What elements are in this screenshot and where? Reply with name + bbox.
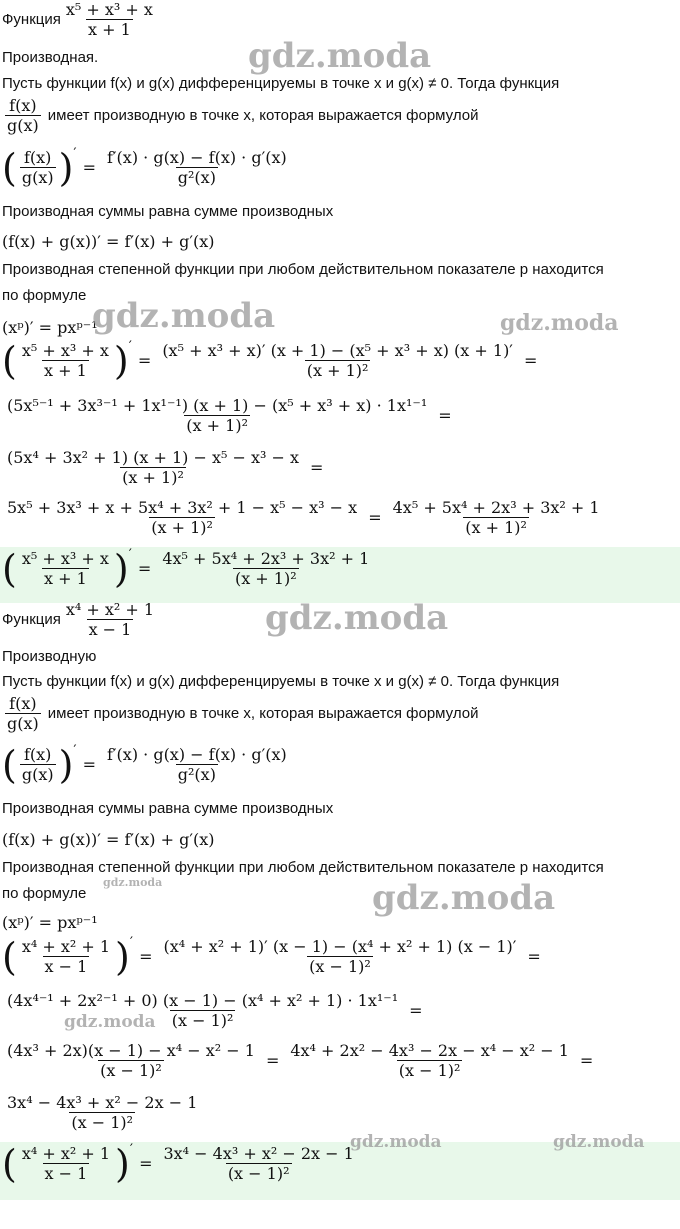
function-title-2 [2, 600, 159, 639]
section-heading-1: Производная. [2, 49, 99, 66]
watermark: gdz.moda [265, 598, 449, 638]
derivation-step4-2: $\frac{\text{3x⁴ − 4x³ + x² − 2x − 1}}{\text{(x − 1)²}}$ [7, 1093, 198, 1132]
theory-text: имеет производную в точке x, которая выражается формулой [47, 705, 479, 722]
theory-quotient-line-1 [2, 96, 478, 135]
watermark: gdz.moda [64, 1012, 156, 1032]
final-answer-1: ( $\frac{\text{x⁵ + x³ + x}}{x + 1}$ ) ′ = $\frac{\text{4x⁵ + 5x⁴ + 2x³ + 3x² + 1}}{\text{(x + 1)²}}$ [2, 546, 370, 591]
derivation-step2-1: $\frac{\text{(5x⁵⁻¹ + 3x³⁻¹ + 1x¹⁻¹) (x + 1) − (x⁵ + x³ + x) · 1x¹⁻¹}}{\text{(x + 1)²}}$ = [7, 396, 452, 435]
fg-fraction: $\frac{f(x)}{g(x)}$ [7, 694, 39, 733]
section-heading-2: Производную [2, 648, 97, 665]
sum-rule-text-2: Производная суммы равна сумме производных [2, 800, 334, 817]
watermark: gdz.moda [350, 1132, 442, 1152]
function-fraction: $\frac{\text{x⁴ + x² + 1}}{x - 1}$ [65, 600, 155, 639]
derivation-step3-2: $\frac{\text{(4x³ + 2x)(x − 1) − x⁴ − x² − 1}}{\text{(x − 1)²}}$ = $\frac{\text{4x⁴ + 2x² − 4x³ − 2x − x⁴ − x² − 1}}{\text{(x − 1)²}}$ = [7, 1041, 594, 1080]
sum-rule-text-1: Производная суммы равна сумме производных [2, 203, 334, 220]
theory-quotient-line-2 [2, 694, 478, 733]
function-fraction: $\frac{\text{x⁵ + x³ + x}}{x + 1}$ [65, 0, 153, 39]
power-rule-formula-2: (xᵖ)′ = pxᵖ⁻¹ [2, 913, 98, 932]
power-rule-text-1a: Производная степенной функции при любом действительном показателе p находится [2, 261, 604, 278]
power-rule-text-2b: по формуле [2, 885, 87, 902]
theory-text: имеет производную в точке x, которая выражается формулой [47, 107, 479, 124]
derivation-step4-1: $\frac{\text{5x⁵ + 3x³ + x + 5x⁴ + 3x² + 1 − x⁵ − x³ − x}}{\text{(x + 1)²}}$ = $\frac{\text{4x⁵ + 5x⁴ + 2x³ + 3x² + 1}}{\text{(x + 1)²}}$ [7, 498, 600, 537]
watermark: gdz.moda [372, 878, 556, 918]
derivation-step3-1: $\frac{\text{(5x⁴ + 3x² + 1) (x + 1) − x⁵ − x³ − x}}{\text{(x + 1)²}}$ = [7, 448, 324, 487]
theory-condition-1: Пусть функции f(x) и g(x) дифференцируемы в точке x и g(x) ≠ 0. Тогда функция [2, 75, 560, 92]
fg-fraction: $\frac{f(x)}{g(x)}$ [7, 96, 39, 135]
derivation-step1-2: ( $\frac{\text{x⁴ + x² + 1}}{x - 1}$ ) ′ = $\frac{\text{(x⁴ + x² + 1)′ (x − 1) − (x⁴ + x² + 1) (x − 1)′}}{\text{(x − 1)²}}$ = [2, 934, 541, 979]
quotient-rule-1: ( $\frac{f(x)}{g(x)}$ ) ′ = $\frac{f'(x) \cdot g(x) - f(x) \cdot g'(x)}{\text{g²(x)}}$ [2, 145, 287, 190]
sum-rule-formula-2: (f(x) + g(x))′ = f′(x) + g′(x) [2, 830, 215, 849]
watermark: gdz.moda [103, 876, 163, 889]
quotient-rule-2: ( $\frac{f(x)}{g(x)}$ ) ′ = $\frac{f'(x) \cdot g(x) - f(x) \cdot g'(x)}{\text{g²(x)}}$ [2, 742, 287, 787]
theory-condition-2: Пусть функции f(x) и g(x) дифференцируемы в точке x и g(x) ≠ 0. Тогда функция [2, 673, 560, 690]
sum-rule-formula-1: (f(x) + g(x))′ = f′(x) + g′(x) [2, 232, 215, 251]
function-title-1 [2, 0, 158, 39]
derivation-step1-1: ( $\frac{\text{x⁵ + x³ + x}}{x + 1}$ ) ′ = $\frac{\text{(x⁵ + x³ + x)′ (x + 1) − (x⁵ + x³ + x) (x + 1)′}}{\text{(x + 1)²}}$ = [2, 338, 538, 383]
power-rule-text-2a: Производная степенной функции при любом действительном показателе p находится [2, 859, 604, 876]
function-label: Функция [2, 611, 61, 628]
watermark: gdz.moda [92, 296, 276, 336]
power-rule-formula-1: (xᵖ)′ = pxᵖ⁻¹ [2, 318, 98, 337]
final-answer-2: ( $\frac{\text{x⁴ + x² + 1}}{x - 1}$ ) ′ = $\frac{\text{3x⁴ − 4x³ + x² − 2x − 1}}{\text{(x − 1)²}}$ [2, 1141, 354, 1186]
derivation-step2-2: $\frac{\text{(4x⁴⁻¹ + 2x²⁻¹ + 0) (x − 1) − (x⁴ + x² + 1) · 1x¹⁻¹}}{\text{(x − 1)²}}$ = [7, 991, 423, 1030]
watermark: gdz.moda [500, 310, 619, 336]
watermark: gdz.moda [553, 1132, 645, 1152]
power-rule-text-1b: по формуле [2, 287, 87, 304]
watermark: gdz.moda [248, 36, 432, 76]
function-label: Функция [2, 11, 61, 28]
